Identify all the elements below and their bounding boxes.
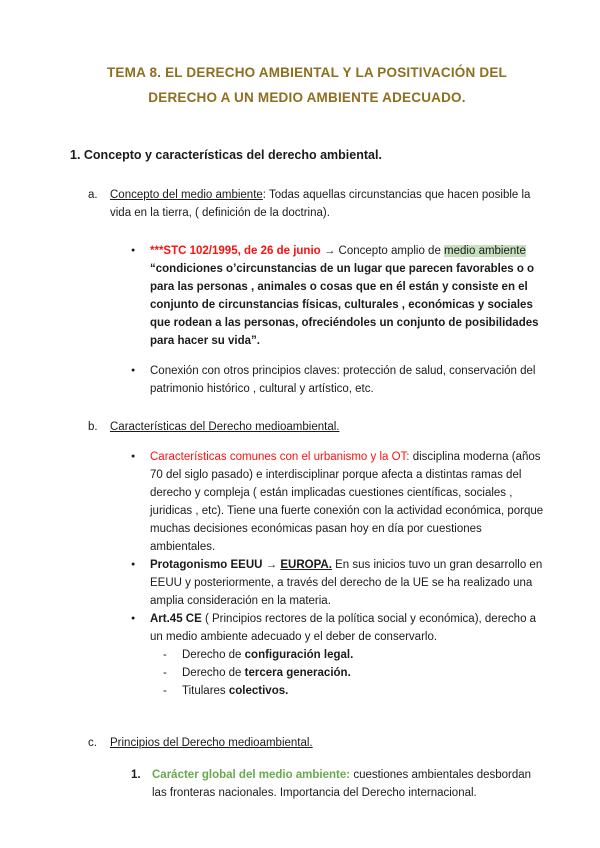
bullet-item-urbanismo: [70, 448, 544, 556]
list-item-c-label: c.: [88, 737, 97, 749]
list-item-b-text: Características del Derecho medioambiental.: [110, 421, 340, 433]
dash-item-configuracion-text: Derecho de configuración legal.: [182, 649, 354, 661]
numbered-item-caracter-global: [70, 766, 544, 802]
list-item-b-label: b.: [88, 421, 98, 433]
bullet-item-stc-text: ***STC 102/1995, de 26 de junio → Concepto amplio de medio ambiente “condiciones o’circunstancias de un lugar que parecen favorables o o para las personas , animales o cosas que en él están y consiste en el conjunto de circunstancias físicas, culturales , económicas y sociales que rodean a las personas, ofreciéndoles un conjunto de posibilidades para hacer su vida”.: [150, 245, 539, 347]
bullet-icon: ●: [131, 453, 136, 460]
dash-item-titulares: [70, 682, 544, 700]
list-item-a-label: a.: [88, 189, 98, 201]
bullet-item-conexion: [70, 362, 544, 398]
list-item-c: [70, 734, 544, 752]
bullet-icon: ●: [131, 247, 136, 254]
dash-item-generacion-text: Derecho de tercera generación.: [182, 667, 351, 679]
bullet-item-urbanismo-text: Características comunes con el urbanismo y la OT: disciplina moderna (años 70 del siglo pasado) e interdisciplinar porque afecta a distintas ramas del derecho y compleja ( están implicadas cuestiones científicas, sociales , juridicas , etc). Tiene una fuerte conexión con la actividad económica, porque muchas decisiones económicas pasan hoy en día por cuestiones ambientales.: [150, 451, 544, 553]
list-item-b: [70, 418, 544, 436]
list-item-a: [70, 186, 544, 222]
bullet-item-conexion-text: Conexión con otros principios claves: protección de salud, conservación del patrimonio histórico , cultural y artístico, etc.: [150, 365, 536, 395]
bullet-item-protagonismo: [70, 556, 544, 610]
dash-icon: -: [163, 649, 167, 661]
dash-item-titulares-text: Titulares colectivos.: [182, 685, 289, 697]
bullet-item-protagonismo-text: Protagonismo EEUU → EUROPA. En sus inicios tuvo un gran desarrollo en EEUU y posteriormente, a través del derecho de la UE se ha realizado una amplia consideración en la materia.: [150, 559, 543, 607]
list-item-a-text: Concepto del medio ambiente: Todas aquellas circunstancias que hacen posible la vida en la tierra, ( definición de la doctrina).: [110, 189, 531, 219]
list-item-c-text: Principios del Derecho medioambiental.: [110, 737, 313, 749]
bullet-item-stc: [70, 242, 544, 350]
bullet-icon: ●: [131, 615, 136, 622]
section-heading: 1. Concepto y características del derecho ambiental.: [70, 148, 382, 162]
document-title: TEMA 8. EL DERECHO AMBIENTAL Y LA POSITIVACIÓN DEL DERECHO A UN MEDIO AMBIENTE ADECUADO.: [106, 65, 508, 105]
dash-item-configuracion: [70, 646, 544, 664]
numbered-item-caracter-global-text: Carácter global del medio ambiente: cuestiones ambientales desbordan las fronteras nacionales. Importancia del Derecho internacional.: [152, 769, 532, 799]
bullet-item-art45-text: Art.45 CE ( Principios rectores de la política social y económica), derecho a un medio ambiente adecuado y el deber de conservarlo.: [150, 613, 537, 643]
bullet-icon: ●: [131, 367, 136, 374]
dash-item-generacion: [70, 664, 544, 682]
dash-icon: -: [163, 685, 167, 697]
dash-icon: -: [163, 667, 167, 679]
bullet-item-art45: [70, 610, 544, 646]
numbered-item-marker: 1.: [131, 769, 141, 781]
bullet-icon: ●: [131, 561, 136, 568]
